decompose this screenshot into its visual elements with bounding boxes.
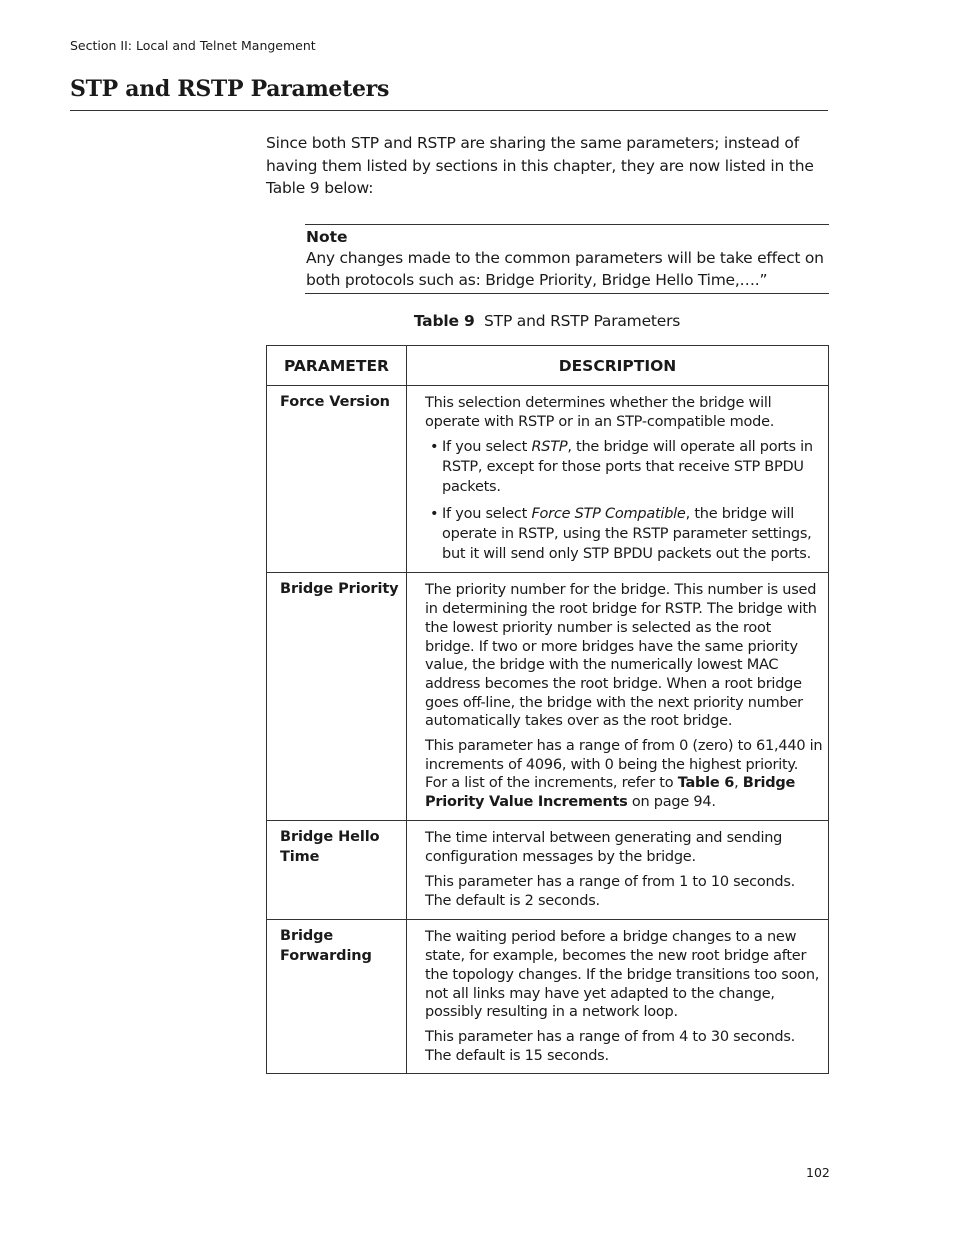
bullet-icon: • [430, 439, 439, 456]
parameters-table [266, 345, 829, 1074]
table-row [267, 920, 829, 1074]
table-row [267, 386, 829, 573]
param-name: Bridge Priority [267, 573, 407, 821]
description-text: This selection determines whether the bridge will operate with RSTP or in an STP-compatible mode. [425, 395, 775, 430]
table-row [267, 573, 829, 821]
bullet-item: • If you select RSTP, the bridge will operate all ports in RSTP, except for those ports that receive STP BPDU packets. [430, 439, 813, 496]
table-row [267, 821, 829, 920]
param-description [407, 573, 829, 821]
param-description [407, 386, 829, 573]
description-text: The waiting period before a bridge changes to a new state, for example, becomes the new root bridge after the topology changes. If the bridge transitions too soon, not all links may have yet adapted to the change, possibly resulting in a network loop. [425, 929, 820, 1021]
table-caption-text: STP and RSTP Parameters [484, 312, 681, 330]
bullet-list [425, 437, 824, 564]
table-header-row [267, 346, 829, 386]
table-reference: Table 6 [677, 775, 735, 792]
description-text: The time interval between generating and sending configuration messages by the bridge. [425, 830, 783, 866]
title-rule [70, 110, 828, 111]
table-caption-label: Table 9 [413, 312, 475, 330]
description-text: This parameter has a range of from 1 to 10 seconds. The default is 2 seconds. [425, 873, 796, 909]
param-description [407, 821, 829, 920]
intro-paragraph: Since both STP and RSTP are sharing the same parameters; instead of having them listed by sections in this chapter, they are now listed in the Table 9 below: [266, 134, 814, 197]
table-caption [266, 312, 828, 330]
param-name: Bridge Hello Time [267, 821, 407, 920]
page-number: 102 [806, 1165, 830, 1180]
note-heading: Note [306, 228, 348, 246]
description-text: This parameter has a range of from 0 (zero) to 61,440 in increments of 4096, with 0 being the highest priority. For a list of the increments, refer to Table 6, Bridge Priority Value Increments on page 94. [425, 738, 823, 811]
param-name: Force Version [267, 386, 407, 573]
bullet-icon: • [430, 506, 439, 523]
description-text: This parameter has a range of from 4 to 30 seconds. The default is 15 seconds. [425, 1028, 796, 1064]
header-description: DESCRIPTION [407, 346, 829, 386]
param-description [407, 920, 829, 1074]
description-text: The priority number for the bridge. This number is used in determining the root bridge for RSTP. The bridge with the lowest priority number is selected as the root bridge. If two or more bridges have the same priority value, the bridge with the numerically lowest MAC address becomes the root bridge. When a root bridge goes off-line, the bridge with the next priority number automatically takes over as the root bridge. [425, 582, 817, 730]
running-head: Section II: Local and Telnet Mangement [70, 38, 316, 53]
param-name: Bridge Forwarding [267, 920, 407, 1074]
section-title: STP and RSTP Parameters [70, 76, 390, 102]
note-text: Any changes made to the common parameters will be take effect on both protocols such as: Bridge Priority, Bridge Hello Time,….” [306, 249, 824, 289]
header-parameter: PARAMETER [267, 346, 407, 386]
table-reference-title: Bridge Priority Value Increments [425, 775, 796, 811]
bullet-item: • If you select Force STP Compatible, the bridge will operate in RSTP, using the RSTP parameter settings, but it will send only STP BPDU packets out the ports. [430, 506, 812, 563]
note-box [305, 224, 829, 294]
